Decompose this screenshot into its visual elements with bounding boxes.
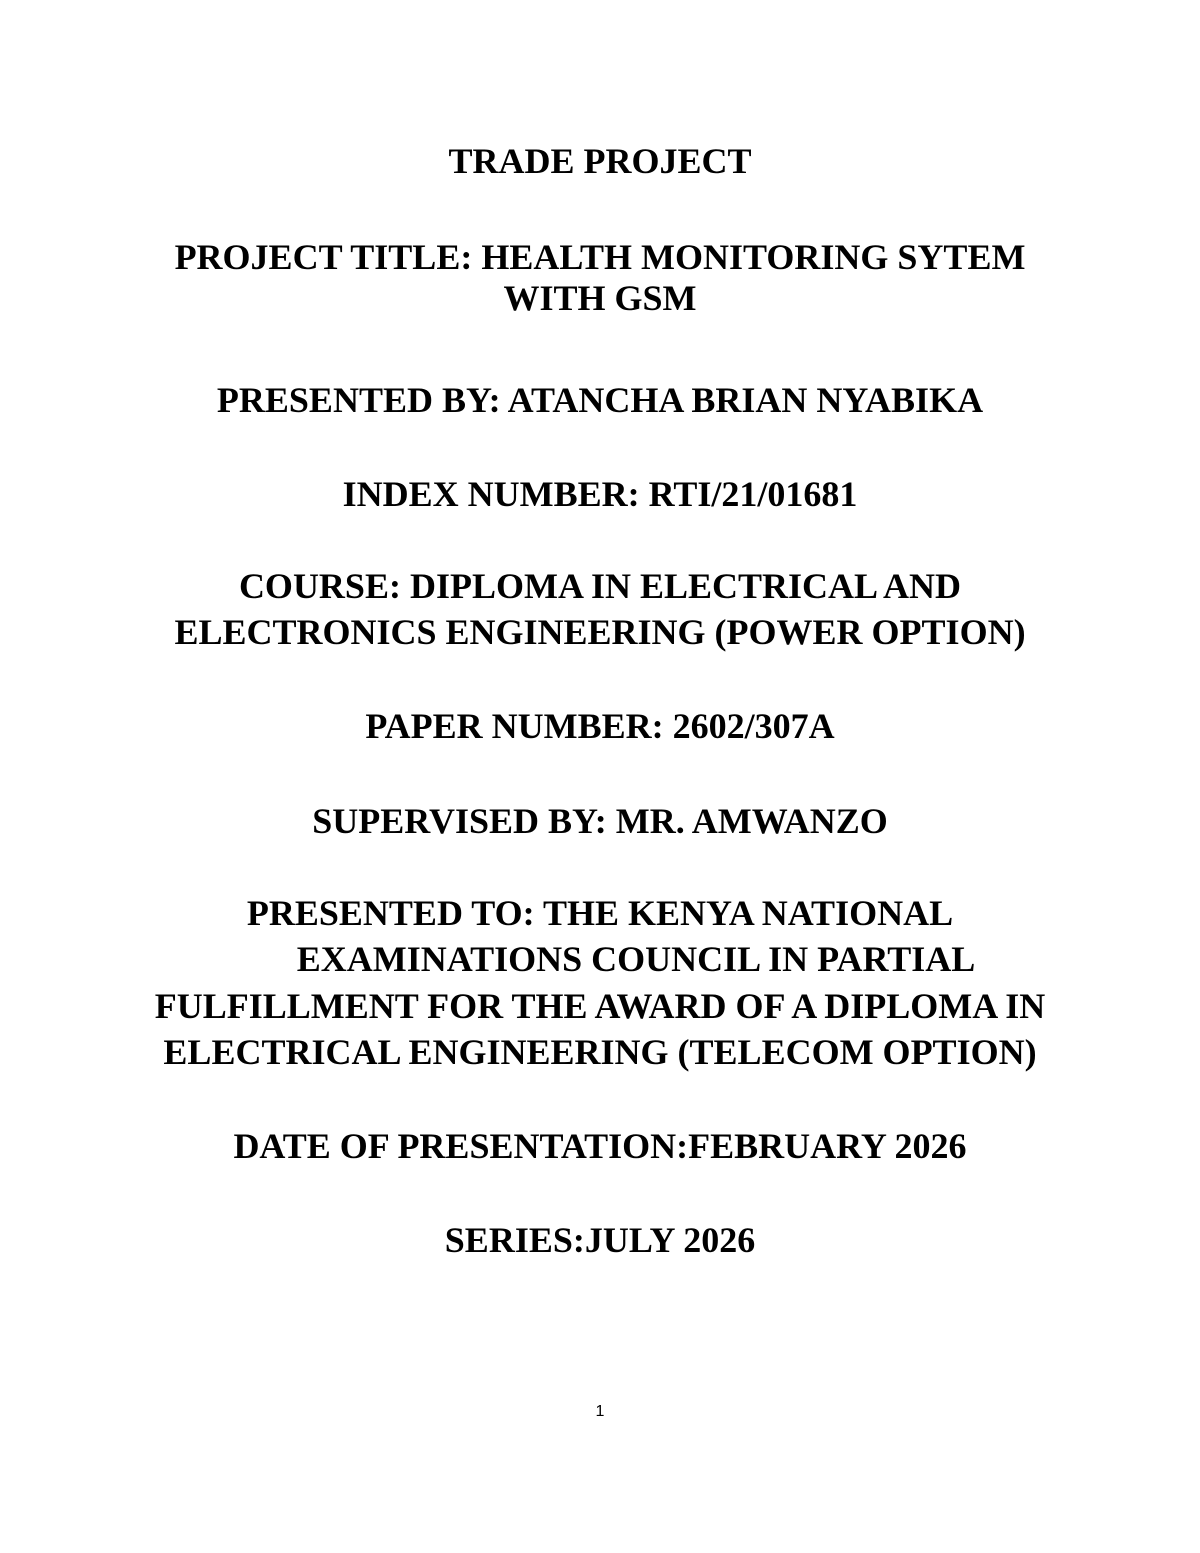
project-title-line-1: PROJECT TITLE: HEALTH MONITORING SYTEM <box>174 237 1026 277</box>
paper-number: PAPER NUMBER: 2602/307A <box>365 706 835 746</box>
presented-to-line-3: FULFILLMENT FOR THE AWARD OF A DIPLOMA IN <box>154 986 1046 1026</box>
index-number: INDEX NUMBER: RTI/21/01681 <box>342 474 858 514</box>
document-heading: TRADE PROJECT <box>448 141 752 181</box>
supervised-by: SUPERVISED BY: MR. AMWANZO <box>312 801 888 841</box>
page-number: 1 <box>595 1403 605 1420</box>
course-line-2: ELECTRONICS ENGINEERING (POWER OPTION) <box>174 612 1026 652</box>
presented-to-line-1: PRESENTED TO: THE KENYA NATIONAL <box>246 893 954 933</box>
course-line-1: COURSE: DIPLOMA IN ELECTRICAL AND <box>238 566 962 606</box>
presented-to-line-4: ELECTRICAL ENGINEERING (TELECOM OPTION) <box>163 1032 1037 1072</box>
presented-by: PRESENTED BY: ATANCHA BRIAN NYABIKA <box>216 380 984 420</box>
date-of-presentation: DATE OF PRESENTATION:FEBRUARY 2026 <box>233 1126 967 1166</box>
presented-to-line-2: EXAMINATIONS COUNCIL IN PARTIAL <box>296 939 976 979</box>
series: SERIES:JULY 2026 <box>444 1220 756 1260</box>
project-title-line-2: WITH GSM <box>503 278 697 318</box>
